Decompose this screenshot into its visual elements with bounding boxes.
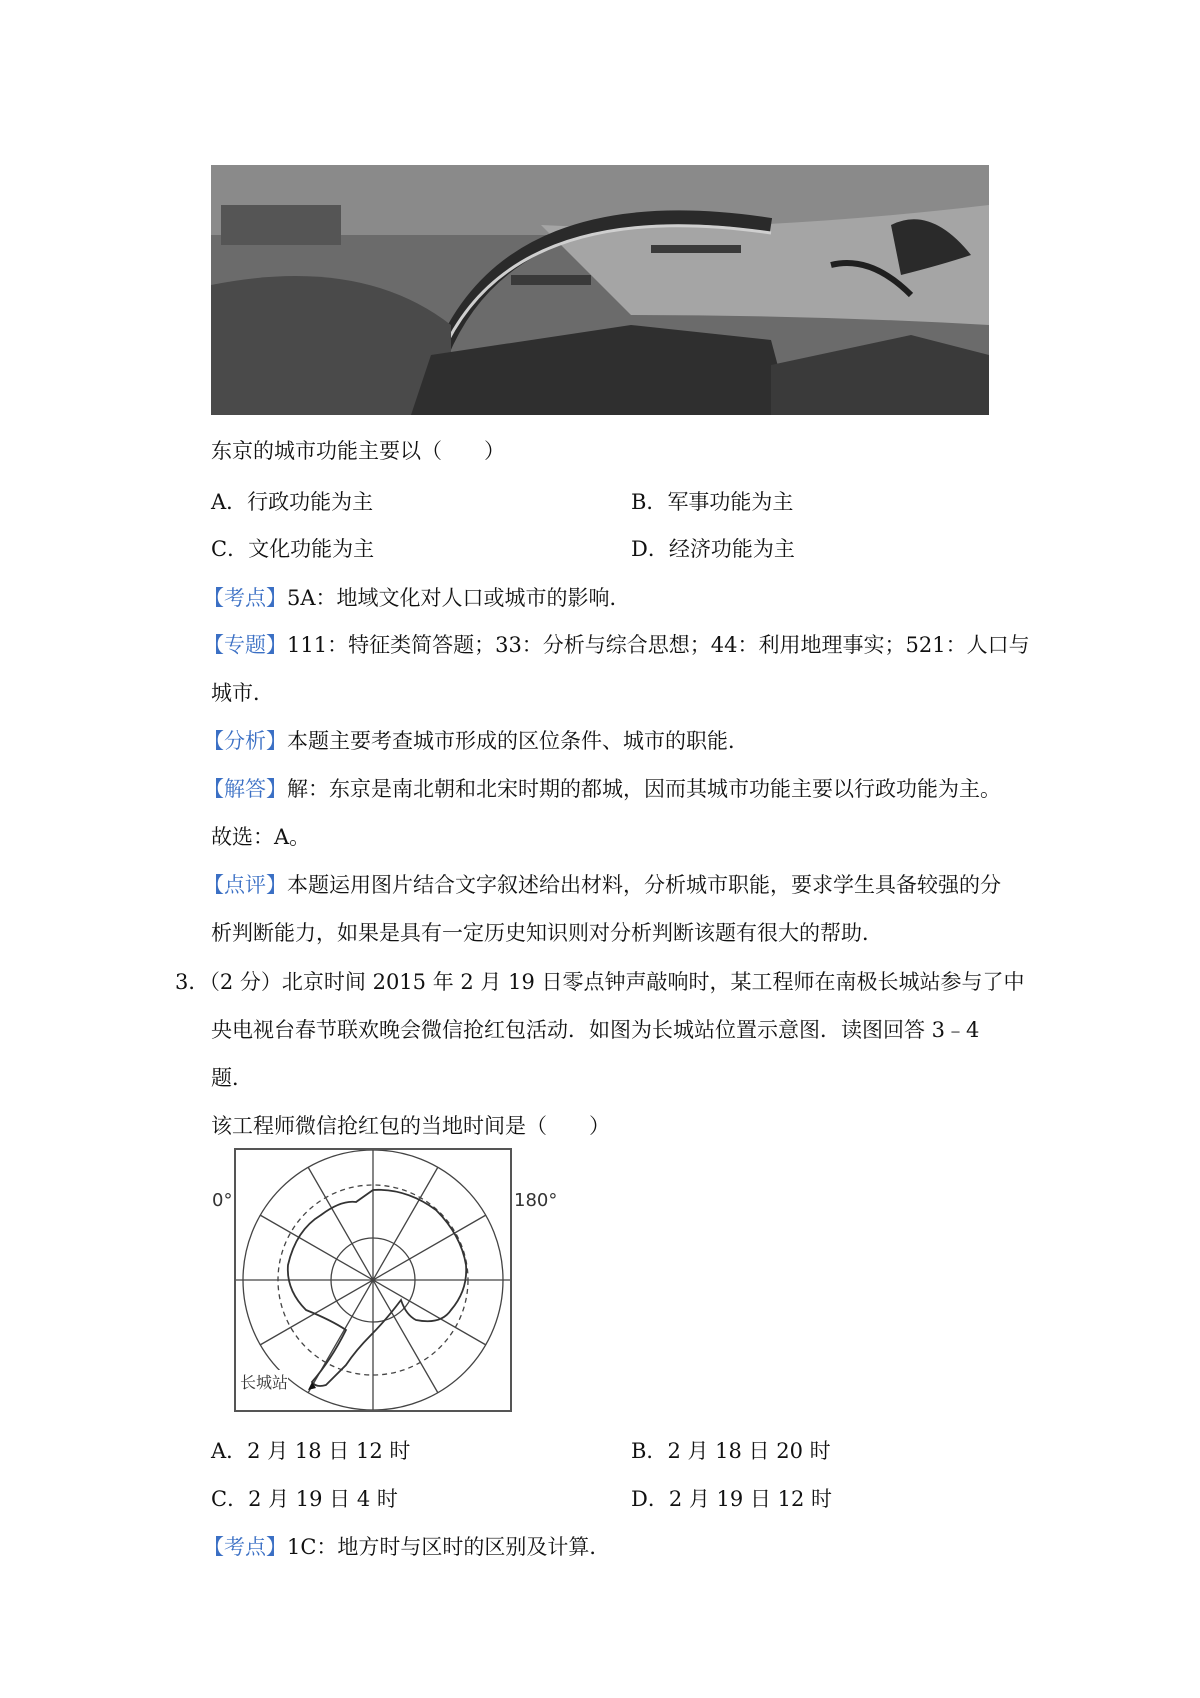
q3-intro-line2: 央电视台春节联欢晚会微信抢红包活动．如图为长城站位置示意图．读图回答 3﹣4 [211, 1018, 980, 1042]
jieda-text: 解：东京是南北朝和北宋时期的都城，因而其城市功能主要以行政功能为主。 [287, 777, 1001, 801]
kaodian-tag: 【考点】 [203, 1535, 287, 1559]
fenxi-tag: 【分析】 [203, 729, 287, 753]
kaodian-tag: 【考点】 [203, 586, 287, 610]
jieda-tag: 【解答】 [203, 777, 287, 801]
q3-intro [175, 967, 1025, 997]
q2-dianping-cont: 析判断能力，如果是具有一定历史知识则对分析判断该题有很大的帮助． [211, 921, 883, 945]
option-text: 2 月 19 日 12 时 [668, 1487, 833, 1511]
option-text: 文化功能为主 [248, 537, 375, 561]
q2-option-b[interactable] [631, 487, 793, 517]
option-letter: A． [211, 490, 248, 514]
q3-kaodian [203, 1532, 610, 1562]
q2-zhuanti-cont: 城市． [211, 681, 274, 705]
option-letter: B． [631, 490, 668, 514]
q2-option-a[interactable] [211, 487, 373, 517]
option-letter: D． [631, 537, 669, 561]
option-letter: D． [631, 1487, 669, 1511]
option-text: 2 月 19 日 4 时 [248, 1487, 398, 1511]
zhuanti-tag: 【专题】 [203, 633, 287, 657]
q2-jieda [203, 774, 1001, 804]
zhuanti-text: 111：特征类简答题；33：分析与综合思想；44：利用地理事实；521：人口与 [287, 633, 1030, 657]
kaodian-text: 5A：地域文化对人口或城市的影响． [287, 586, 631, 610]
kaodian-text: 1C：地方时与区时的区别及计算． [287, 1535, 611, 1559]
option-text: 2 月 18 日 12 时 [247, 1439, 411, 1463]
map-label-0: 0° [212, 1190, 233, 1211]
option-text: 行政功能为主 [247, 490, 374, 514]
map-label-180: 180° [514, 1190, 558, 1211]
q2-dianping [203, 870, 1001, 900]
q2-option-c[interactable] [211, 534, 374, 564]
option-letter: C． [211, 537, 249, 561]
option-letter: A． [211, 1439, 248, 1463]
q2-kaodian [203, 583, 631, 613]
option-letter: C． [211, 1487, 249, 1511]
q3-option-b[interactable] [631, 1436, 831, 1466]
dianping-text: 本题运用图片结合文字叙述给出材料，分析城市职能，要求学生具备较强的分 [287, 873, 1001, 897]
q3-intro-line1: （2 分）北京时间 2015 年 2 月 19 日零点钟声敲响时，某工程师在南极长城站参与了中 [209, 970, 1025, 994]
q2-answer: 故选：A。 [211, 825, 311, 849]
option-text: 军事功能为主 [667, 490, 794, 514]
q3-option-a[interactable] [211, 1436, 410, 1466]
question-number: 3． [175, 970, 210, 994]
option-text: 经济功能为主 [668, 537, 795, 561]
q2-zhuanti [203, 630, 1030, 660]
q3-option-d[interactable] [631, 1484, 832, 1514]
q3-intro-line3: 题． [211, 1066, 253, 1090]
option-letter: B． [631, 1439, 668, 1463]
fenxi-text: 本题主要考查城市形成的区位条件、城市的职能． [287, 729, 749, 753]
map-label-station: 长城站 [240, 1370, 288, 1393]
dianping-tag: 【点评】 [203, 873, 287, 897]
q2-stem: 东京的城市功能主要以（ ） [211, 439, 505, 463]
q2-option-d[interactable] [631, 534, 795, 564]
option-text: 2 月 18 日 20 时 [667, 1439, 831, 1463]
city-painting-image [211, 165, 989, 415]
q2-fenxi [203, 726, 749, 756]
q3-stem: 该工程师微信抢红包的当地时间是（ ） [211, 1114, 610, 1138]
q3-option-c[interactable] [211, 1484, 398, 1514]
